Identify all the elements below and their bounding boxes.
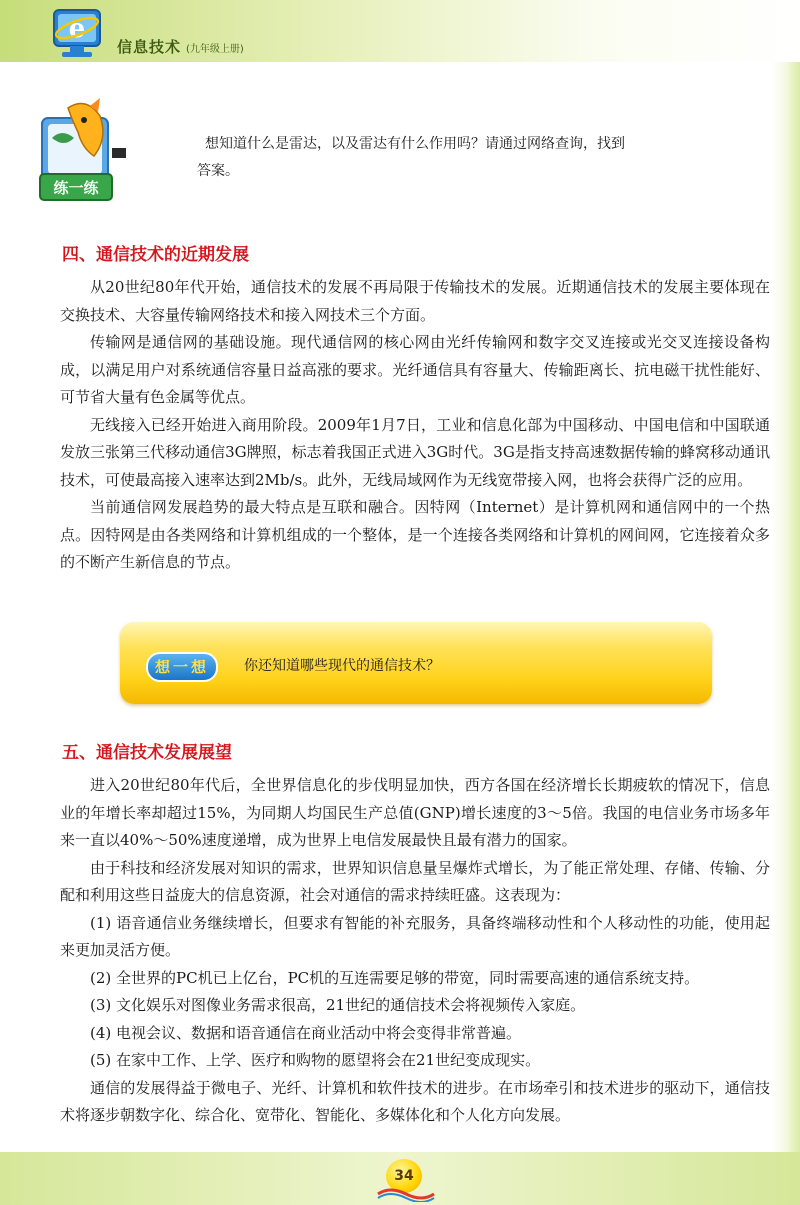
think-question: 你还知道哪些现代的通信技术？ xyxy=(244,658,440,674)
section-heading-5: 五、通信技术发展展望 xyxy=(62,743,232,763)
practice-line-1: 想知道什么是雷达，以及雷达有什么作用吗？请通过网络查询，找到 xyxy=(205,136,625,152)
list-item: (1) 语音通信业务继续增长，但要求有智能的补充服务，具备终端移动性和个人移动性的功能，使用起来更加灵活方便。 xyxy=(60,913,770,959)
section-4-body xyxy=(60,274,770,577)
paragraph: 无线接入已经开始进入商用阶段。2009年1月7日，工业和信息化部为中国移动、中国电信和中国联通发放三张第三代移动通信3G牌照，标志着我国正式进入3G时代。3G是指支持高速数据传输的蜂窝移动通讯技术，可使最高接入速率达到2Mb/s。此外，无线局域网作为无线宽带接入网，也将会获得广泛的应用。 xyxy=(60,415,770,489)
practice-question xyxy=(197,131,735,185)
ie-logo-icon xyxy=(48,2,106,64)
book-title: 信息技术 xyxy=(117,38,182,56)
paragraph: 进入20世纪80年代后，全世界信息化的步伐明显加快，西方各国在经济增长长期疲软的情况下，信息业的年增长率却超过15%，为同期人均国民生产总值(GNP)增长速度的3～5倍。我国的电信业务市场多年来一直以40%～50%速度递增，成为世界上电信发展最快且最有潜力的国家。 xyxy=(60,776,770,849)
right-decor-strip xyxy=(772,62,800,1182)
svg-text:e: e xyxy=(68,14,86,44)
page-swirl-icon xyxy=(374,1186,438,1202)
paragraph: 从20世纪80年代开始，通信技术的发展不再局限于传输技术的发展。近期通信技术的发展主要体现在交换技术、大容量传输网络技术和接入网技术三个方面。 xyxy=(60,278,770,324)
paragraph: 传输网是通信网的基础设施。现代通信网的核心网由光纤传输网和数字交叉连接或光交叉连接设备构成，以满足用户对系统通信容量日益高涨的要求。光纤通信具有容量大、传输距离长、抗电磁干扰性能好、可节省大量有色金属等优点。 xyxy=(60,333,770,406)
list-item: (3) 文化娱乐对图像业务需求很高，21世纪的通信技术会将视频传入家庭。 xyxy=(90,996,586,1014)
list-item: (5) 在家中工作、上学、医疗和购物的愿望将会在21世纪变成现实。 xyxy=(90,1051,541,1069)
section-heading-4: 四、通信技术的近期发展 xyxy=(62,245,249,265)
practice-fish-icon xyxy=(38,98,130,206)
list-item: (2) 全世界的PC机已上亿台，PC机的互连需要足够的带宽，同时需要高速的通信系统支持。 xyxy=(90,968,700,987)
section-5-body xyxy=(60,772,770,1130)
page-number: 34 xyxy=(386,1159,422,1193)
think-badge: 想一想 xyxy=(146,652,218,682)
practice-badge: 练一练 xyxy=(53,179,99,197)
paragraph: 通信的发展得益于微电子、光纤、计算机和软件技术的进步。在市场牵引和技术进步的驱动下，通信技术将逐步朝数字化、综合化、宽带化、智能化、多媒体化和个人化方向发展。 xyxy=(60,1078,770,1124)
paragraph: 由于科技和经济发展对知识的需求，世界知识信息量呈爆炸式增长，为了能正常处理、存储、传输、分配和利用这些日益庞大的信息资源，社会对通信的需求持续旺盛。这表现为： xyxy=(60,858,770,904)
paragraph: 当前通信网发展趋势的最大特点是互联和融合。因特网（Internet）是计算机网和通信网中的一个热点。因特网是由各类网络和计算机组成的一个整体，是一个连接各类网络和计算机的网间网，它连接着众多的不断产生新信息的节点。 xyxy=(60,498,770,571)
practice-line-2: 答案。 xyxy=(197,163,239,179)
book-subtitle: (九年级上册) xyxy=(186,44,244,55)
list-item: (4) 电视会议、数据和语音通信在商业活动中将会变得非常普遍。 xyxy=(90,1023,522,1042)
